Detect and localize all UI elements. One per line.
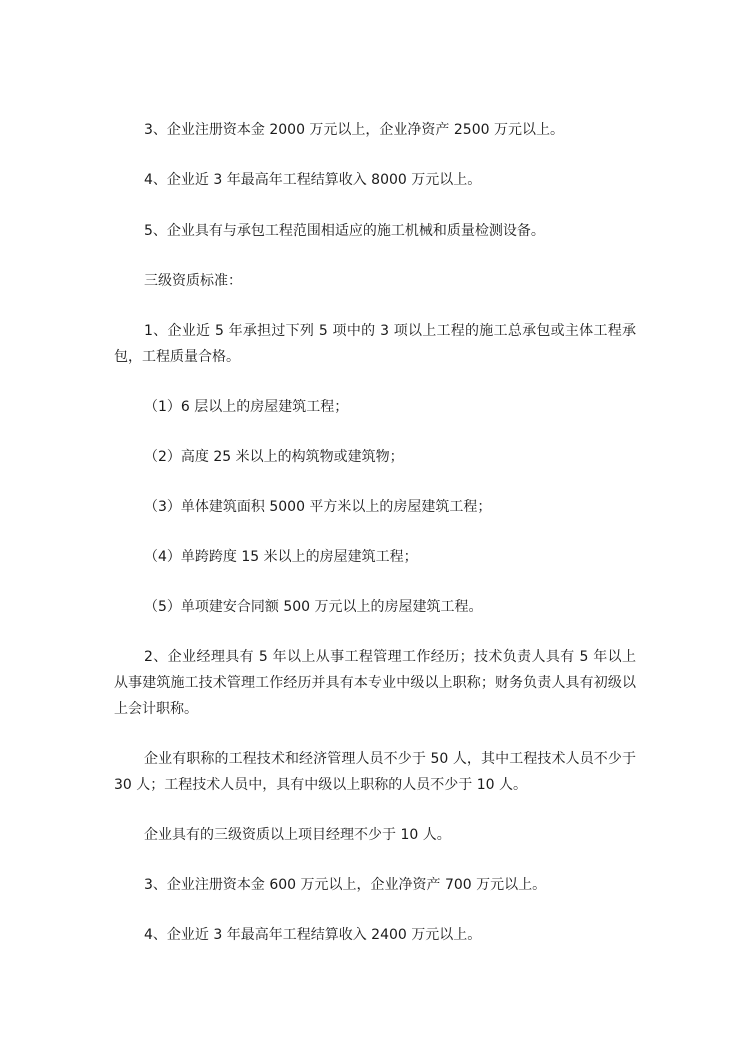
paragraph-equipment: 5、企业具有与承包工程范围相适应的施工机械和质量检测设备。: [144, 223, 545, 239]
paragraph-settlement-income-grade3: 4、企业近 3 年最高年工程结算收入 2400 万元以上。: [144, 927, 482, 943]
paragraph-registered-capital-grade3: 3、企业注册资本金 600 万元以上，企业净资产 700 万元以上。: [144, 877, 547, 893]
paragraph-project-experience: 1、企业近 5 年承担过下列 5 项中的 3 项以上工程的施工总承包或主体工程承包，工程质量合格。: [114, 323, 636, 365]
list-item-2: （2）高度 25 米以上的构筑物或建筑物；: [144, 449, 404, 465]
paragraph-management-experience: 2、企业经理具有 5 年以上从事工程管理工作经历；技术负责人具有 5 年以上从事建筑施工技术管理工作经历并具有本专业中级以上职称；财务负责人具有初级以上会计职称。: [114, 649, 636, 717]
paragraph-registered-capital-grade2: 3、企业注册资本金 2000 万元以上，企业净资产 2500 万元以上。: [144, 122, 564, 138]
list-item-4: （4）单跨跨度 15 米以上的房屋建筑工程；: [144, 549, 418, 565]
paragraph-project-managers: 企业具有的三级资质以上项目经理不少于 10 人。: [144, 827, 451, 843]
list-item-1: （1）6 层以上的房屋建筑工程；: [144, 399, 349, 415]
list-item-5: （5）单项建安合同额 500 万元以上的房屋建筑工程。: [144, 599, 483, 615]
section-heading-grade3: 三级资质标准：: [144, 273, 242, 289]
list-item-3: （3）单体建筑面积 5000 平方米以上的房屋建筑工程；: [144, 499, 492, 515]
paragraph-staff-requirements: 企业有职称的工程技术和经济管理人员不少于 50 人，其中工程技术人员不少于 30 人；工程技术人员中，具有中级以上职称的人员不少于 10 人。: [114, 751, 636, 793]
paragraph-settlement-income-grade2: 4、企业近 3 年最高年工程结算收入 8000 万元以上。: [144, 172, 482, 188]
